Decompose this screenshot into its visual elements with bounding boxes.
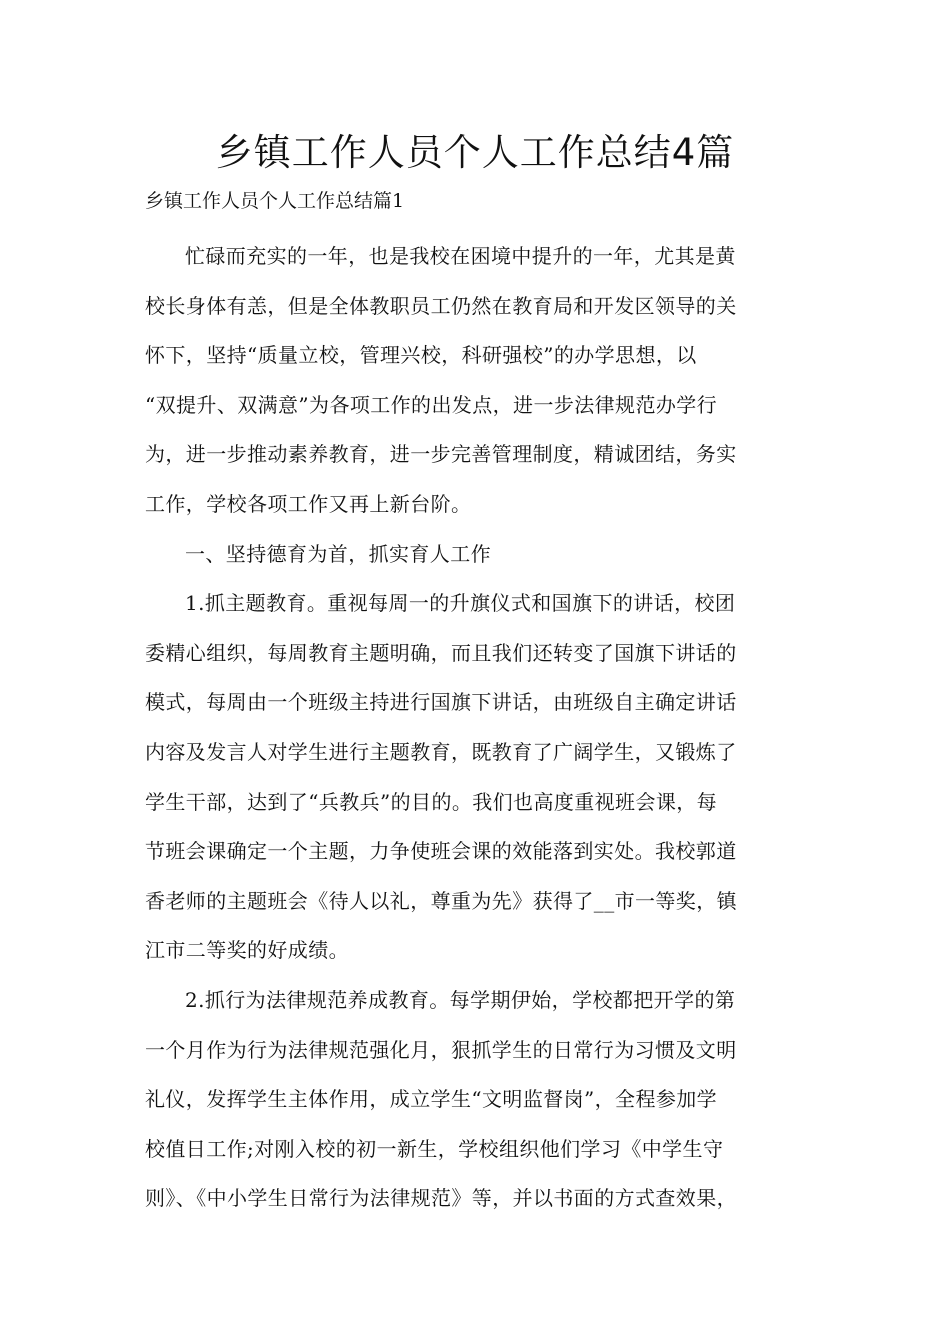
text-line: 为，进一步推动素养教育，进一步完善管理制度，精诚团结，务实 <box>145 442 737 467</box>
document-title: 乡镇工作人员个人工作总结4篇 <box>215 131 735 174</box>
text-line: 学生干部，达到了“兵教兵”的目的。我们也高度重视班会课，每 <box>145 789 718 814</box>
text-line: 江市二等奖的好成绩。 <box>145 938 349 963</box>
text-line: 节班会课确定一个主题，力争使班会课的效能落到实处。我校郭道 <box>145 839 737 864</box>
text-line: 2.抓行为法律规范养成教育。每学期伊始，学校都把开学的第 <box>185 987 736 1012</box>
text-line: 一个月作为行为法律规范强化月，狠抓学生的日常行为习惯及文明 <box>145 1037 737 1062</box>
text-line: 校长身体有恙，但是全体教职员工仍然在教育局和开发区领导的关 <box>145 293 737 318</box>
text-line: 委精心组织，每周教育主题明确，而且我们还转变了国旗下讲话的 <box>145 640 737 665</box>
text-line: 怀下，坚持“质量立校，管理兴校，科研强校”的办学思想，以 <box>145 343 697 368</box>
text-line: 则》、《中小学生日常行为法律规范》等，并以书面的方式查效果， <box>145 1186 737 1211</box>
text-line: 工作，学校各项工作又再上新台阶。 <box>145 491 472 516</box>
text-line: 香老师的主题班会《待人以礼，尊重为先》获得了__市一等奖，镇 <box>145 888 737 913</box>
paragraph-subheading <box>145 530 810 580</box>
text-line: 一、坚持德育为首，抓实育人工作 <box>185 541 491 566</box>
paragraph-item-2 <box>145 976 810 1224</box>
text-line: 模式，每周由一个班级主持进行国旗下讲话，由班级自主确定讲话 <box>145 690 737 715</box>
section-heading: 乡镇工作人员个人工作总结篇1 <box>145 190 405 212</box>
text-line: “双提升、双满意”为各项工作的出发点，进一步法律规范办学行 <box>145 392 718 417</box>
document-body <box>145 232 810 1224</box>
text-line: 忙碌而充实的一年，也是我校在困境中提升的一年，尤其是黄 <box>185 244 736 268</box>
paragraph-intro <box>145 232 810 530</box>
text-line: 礼仪，发挥学生主体作用，成立学生“文明监督岗”，全程参加学 <box>145 1087 718 1112</box>
text-line: 校值日工作;对刚入校的初一新生，学校组织他们学习《中学生守 <box>145 1136 724 1161</box>
text-line: 1.抓主题教育。重视每周一的升旗仪式和国旗下的讲话，校团 <box>185 591 736 616</box>
text-line: 内容及发言人对学生进行主题教育，既教育了广阔学生，又锻炼了 <box>145 739 737 764</box>
paragraph-item-1 <box>145 579 810 976</box>
